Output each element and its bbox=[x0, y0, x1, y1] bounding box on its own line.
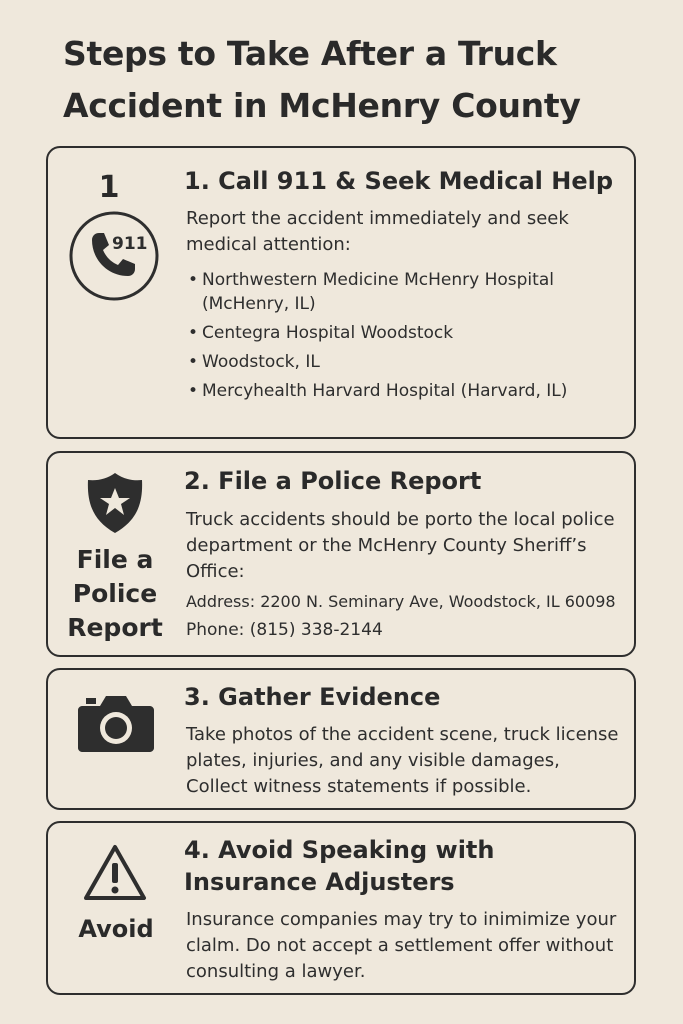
phone-911-icon bbox=[68, 210, 160, 302]
step-body: Truck accidents should be porto the local police department or the McHenry County Sheriff’s Office: bbox=[186, 509, 615, 582]
icon-caption-line: Police bbox=[72, 579, 158, 608]
step-heading-line: 4. Avoid Speaking with bbox=[184, 836, 495, 864]
icon-caption: Avoid bbox=[78, 915, 154, 943]
icon-caption bbox=[60, 543, 170, 645]
title-line-1: Steps to Take After a Truck bbox=[63, 34, 557, 73]
icon-911-text: 911 bbox=[112, 234, 148, 254]
step-body: Take photos of the accident scene, truck license plates, injuries, and any visible damages, Collect witness statements if possible. bbox=[186, 724, 619, 797]
step-card-2 bbox=[46, 451, 636, 657]
police-address: Address: 2200 N. Seminary Ave, Woodstock, IL 60098 bbox=[186, 592, 616, 611]
title-line-2: Accident in McHenry County bbox=[63, 86, 581, 125]
icon-caption-line: File a bbox=[76, 545, 154, 574]
hospital-list bbox=[188, 268, 628, 408]
step-card-3 bbox=[46, 668, 636, 810]
step-heading-line: Insurance Adjusters bbox=[184, 868, 455, 896]
list-item: • Woodstock, IL bbox=[188, 350, 628, 374]
police-phone: Phone: (815) 338-2144 bbox=[186, 620, 383, 640]
police-badge-icon bbox=[84, 471, 146, 535]
step-body: Report the accident immediately and seek medical attention: bbox=[186, 208, 569, 255]
step-card-4 bbox=[46, 821, 636, 995]
warning-icon bbox=[82, 843, 148, 903]
step-heading: 2. File a Police Report bbox=[184, 467, 482, 495]
icon-caption-line: Report bbox=[67, 613, 163, 642]
step-heading: 1. Call 911 & Seek Medical Help bbox=[184, 167, 614, 195]
list-item: • Northwestern Medicine McHenry Hospital (McHenry, IL) bbox=[188, 268, 628, 316]
list-item: • Mercyhealth Harvard Hospital (Harvard, IL) bbox=[188, 379, 628, 403]
step-body: Insurance companies may try to inimimize your clalm. Do not accept a settlement offer without consulting a lawyer. bbox=[186, 909, 617, 982]
list-item: • Centegra Hospital Woodstock bbox=[188, 321, 628, 345]
step-number: 1 bbox=[98, 170, 120, 205]
step-card-1 bbox=[46, 146, 636, 439]
camera-icon bbox=[78, 692, 154, 754]
page-title bbox=[63, 28, 663, 132]
step-heading: 3. Gather Evidence bbox=[184, 683, 441, 711]
step-heading bbox=[184, 834, 495, 898]
